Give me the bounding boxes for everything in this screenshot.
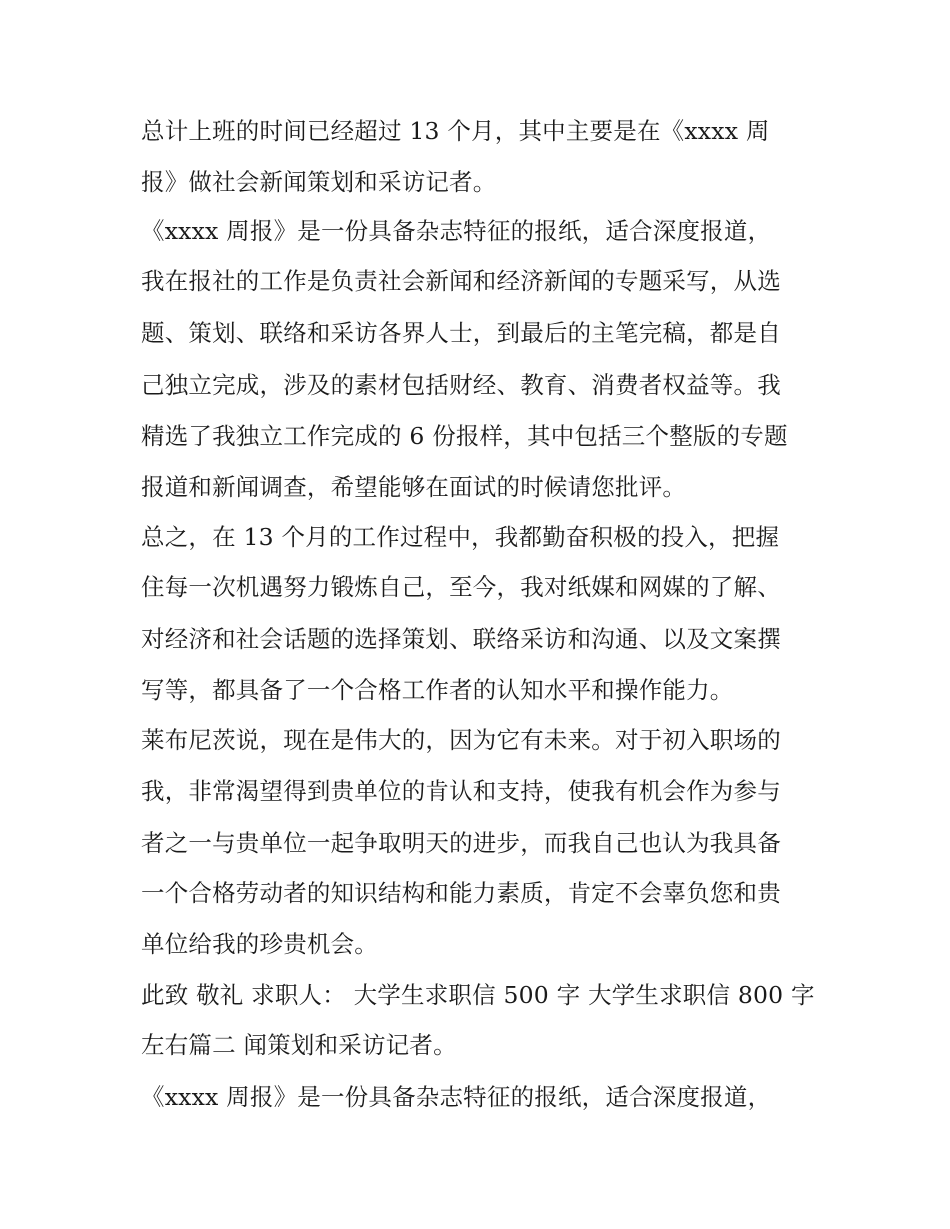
- text-line: 者之一与贵单位一起争取明天的进步，而我自己也认为我具备: [141, 829, 781, 857]
- text-line: 左右篇二 闻策划和采访记者。: [141, 1031, 457, 1059]
- text-line: 我在报社的工作是负责社会新闻和经济新闻的专题采写，从选: [141, 267, 781, 295]
- text-line: 单位给我的珍贵机会。: [141, 930, 378, 958]
- text-line: 住每一次机遇努力锻炼自己，至今，我对纸媒和网媒的了解、: [141, 573, 781, 601]
- text-line: 精选了我独立工作完成的 6 份报样，其中包括三个整版的专题: [141, 422, 788, 450]
- text-line: 总之，在 13 个月的工作过程中，我都勤奋积极的投入，把握: [141, 523, 780, 551]
- text-line: 《xxxx 周报》是一份具备杂志特征的报纸，适合深度报道，: [141, 1083, 772, 1111]
- text-line: 报道和新闻调查，希望能够在面试的时候请您批评。: [141, 473, 687, 501]
- text-line: 一个合格劳动者的知识结构和能力素质，肯定不会辜负您和贵: [141, 879, 781, 907]
- text-line: 我，非常渴望得到贵单位的肯认和支持，使我有机会作为参与: [141, 777, 781, 805]
- text-line: 报》做社会新闻策划和采访记者。: [141, 168, 497, 196]
- text-line: 己独立完成，涉及的素材包括财经、教育、消费者权益等。我: [141, 371, 781, 399]
- text-line: 写等，都具备了一个合格工作者的认知水平和操作能力。: [141, 676, 734, 704]
- text-line: 此致 敬礼 求职人： 大学生求职信 500 字 大学生求职信 800 字: [141, 981, 815, 1009]
- text-line: 莱布尼茨说，现在是伟大的，因为它有未来。对于初入职场的: [141, 726, 781, 754]
- text-line: 对经济和社会话题的选择策划、联络采访和沟通、以及文案撰: [141, 625, 781, 653]
- text-line: 《xxxx 周报》是一份具备杂志特征的报纸，适合深度报道，: [141, 217, 772, 245]
- text-line: 题、策划、联络和采访各界人士，到最后的主笔完稿，都是自: [141, 319, 781, 347]
- text-line: 总计上班的时间已经超过 13 个月，其中主要是在《xxxx 周: [141, 117, 770, 145]
